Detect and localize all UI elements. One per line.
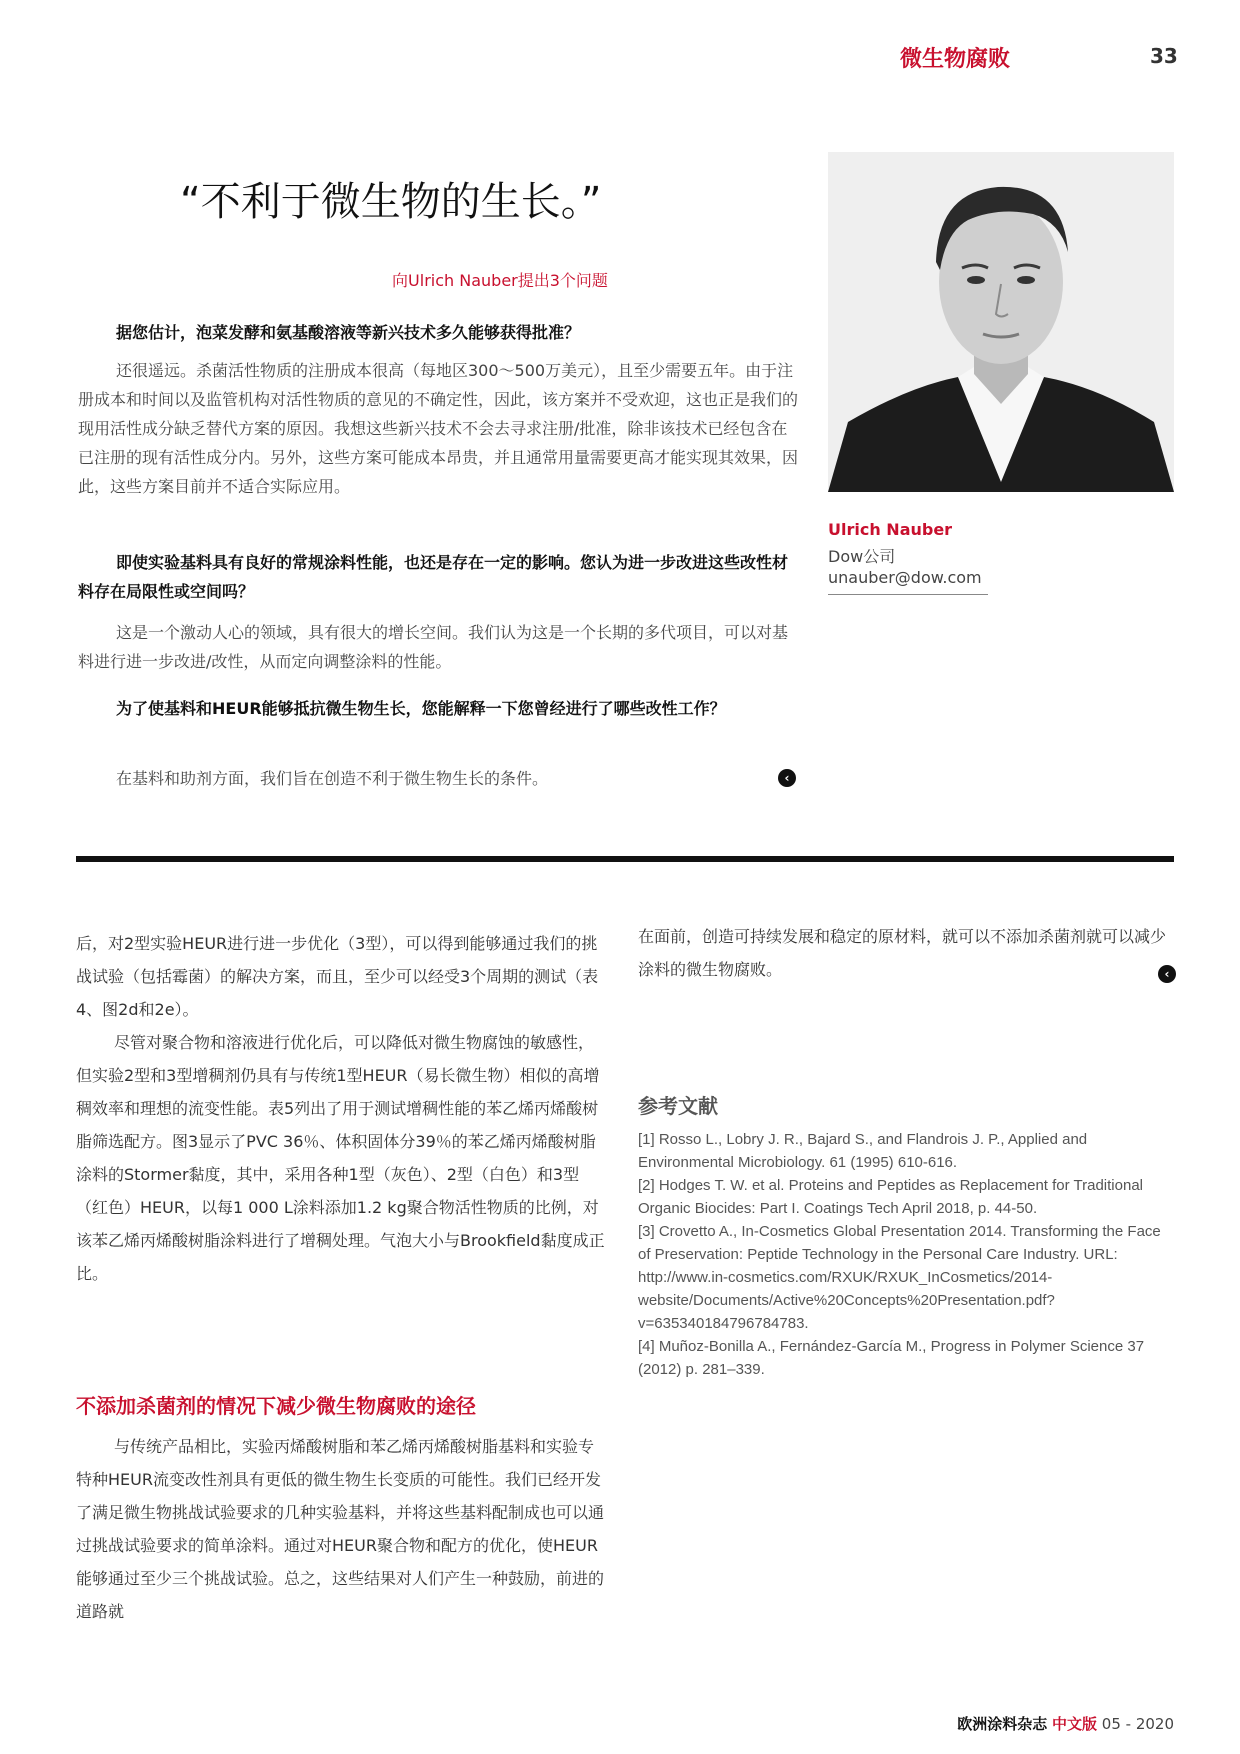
- footer-edition: 中文版: [1051, 1715, 1097, 1733]
- references-heading: 参考文献: [638, 1094, 718, 1118]
- portrait-photo: [828, 152, 1174, 492]
- footer-date: 05 - 2020: [1101, 1715, 1174, 1733]
- footer: [870, 1713, 1174, 1737]
- interview-title: “不利于微生物的生长。”: [180, 179, 602, 225]
- reference-item: [3] Crovetto A., In-Cosmetics Global Presentation 2014. Transforming the Face of Preservation: Peptide Technology in the Personal Care Industry. URL: http://www.in-cosmetics.com/RXUK/RXUK_InCosmetics/2014-website/Documents/Active%20Concepts%20Presentation.pdf?v=635340184796784783.: [638, 1223, 1161, 1332]
- section-label: 微生物腐败: [900, 47, 1011, 72]
- page-number: 33: [1150, 44, 1178, 68]
- person-name: Ulrich Nauber: [828, 520, 953, 539]
- portrait-illustration: [828, 152, 1174, 492]
- reference-item: [2] Hodges T. W. et al. Proteins and Peptides as Replacement for Traditional Organic Biocides: Part I. Coatings Tech April 2018, p. 44-50.: [638, 1177, 1143, 1217]
- chevron-left-circle-icon: ‹: [1158, 965, 1176, 983]
- section-divider: [76, 856, 1174, 862]
- reference-item: [1] Rosso L., Lobry J. R., Bajard S., and Flandrois J. P., Applied and Environmental Microbiology. 61 (1995) 610-616.: [638, 1131, 1088, 1171]
- body-paragraph-1: 后，对2型实验HEUR进行进一步优化（3型），可以得到能够通过我们的挑战试验（包括霉菌）的解决方案，而且，至少可以经受3个周期的测试（表4、图2d和2e）。: [76, 934, 599, 1019]
- footer-magazine: 欧洲涂料杂志: [957, 1715, 1048, 1733]
- body-paragraph-2: 尽管对聚合物和溶液进行优化后，可以降低对微生物腐蚀的敏感性，但实验2型和3型增稠剂仍具有与传统1型HEUR（易长微生物）相似的高增稠效率和理想的流变性能。表5列出了用于测试增稠性能的苯乙烯丙烯酸树脂筛选配方。图3显示了PVC 36％、体积固体分39％的苯乙烯丙烯酸树脂涂料的Stormer黏度，其中，采用各种1型（灰色）、2型（白色）和3型（红色）HEUR，以每1 000 L涂料添加1.2 kg聚合物活性物质的比例，对该苯乙烯丙烯酸树脂涂料进行了增稠处理。气泡大小与Brookfield黏度成正比。: [76, 1033, 605, 1283]
- reference-item: [4] Muñoz-Bonilla A., Fernández-García M., Progress in Polymer Science 37 (2012) p. 281–339.: [638, 1338, 1145, 1378]
- person-email-link[interactable]: unauber@dow.com: [828, 568, 988, 595]
- interview-question-1: 据您估计，泡菜发酵和氨基酸溶液等新兴技术多久能够获得批准？: [116, 323, 581, 342]
- body-paragraph-3: 与传统产品相比，实验丙烯酸树脂和苯乙烯丙烯酸树脂基料和实验专特种HEUR流变改性剂具有更低的微生物生长变质的可能性。我们已经开发了满足微生物挑战试验要求的几种实验基料，并将这些基料配制成也可以通过挑战试验要求的简单涂料。通过对HEUR聚合物和配方的优化，使HEUR能够通过至少三个挑战试验。总之，这些结果对人们产生一种鼓励，前进的道路就: [76, 1437, 605, 1621]
- chevron-left-circle-icon: ‹: [778, 769, 796, 787]
- interview-subtitle: 向Ulrich Nauber提出3个问题: [392, 271, 608, 290]
- interview-answer-3: 在基料和助剂方面，我们旨在创造不利于微生物生长的条件。: [116, 769, 549, 788]
- references-list: [638, 1128, 1174, 1381]
- section-heading: 不添加杀菌剂的情况下减少微生物腐败的途径: [76, 1394, 476, 1418]
- interview-question-3: 为了使基料和HEUR能够抵抗微生物生长，您能解释一下您曾经进行了哪些改性工作？: [116, 699, 726, 718]
- interview-answer-2: 这是一个激动人心的领域，具有很大的增长空间。我们认为这是一个长期的多代项目，可以对基料进行进一步改进/改性，从而定向调整涂料的性能。: [78, 623, 789, 671]
- interview-question-2: 即使实验基料具有良好的常规涂料性能，也还是存在一定的影响。您认为进一步改进这些改性材料存在局限性或空间吗？: [78, 553, 789, 601]
- interview-answer-1: 还很遥远。杀菌活性物质的注册成本很高（每地区300～500万美元），且至少需要五年。由于注册成本和时间以及监管机构对活性物质的意见的不确定性，因此，该方案并不受欢迎，这也正是我们的现用活性成分缺乏替代方案的原因。我想这些新兴技术不会去寻求注册/批准，除非该技术已经包含在已注册的现有活性成分内。另外，这些方案可能成本昂贵，并且通常用量需要更高才能实现其效果，因此，这些方案目前并不适合实际应用。: [78, 361, 799, 496]
- body-paragraph-4: 在面前，创造可持续发展和稳定的原材料，就可以不添加杀菌剂就可以减少涂料的微生物腐败。: [638, 927, 1167, 979]
- person-company: Dow公司: [828, 547, 896, 566]
